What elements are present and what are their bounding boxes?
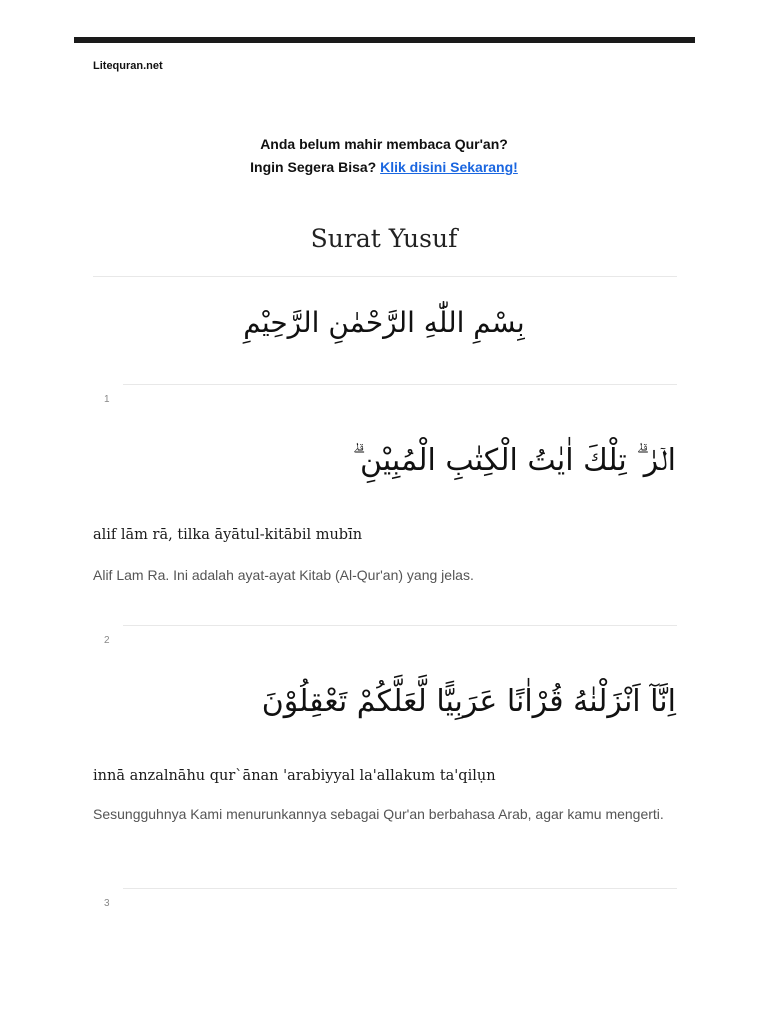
ayah-arabic: اِنَّآ اَنْزَلْنٰهُ قُرْاٰنًا عَرَبِيًّا لَّعَلَّكُمْ تَعْقِلُوْنَ [261, 684, 676, 719]
promo-link[interactable]: Klik disini Sekarang! [380, 159, 518, 175]
ayah-translation: Sesungguhnya Kami menurunkannya sebagai Qur'an berbahasa Arab, agar kamu mengerti. [93, 806, 664, 822]
basmala: بِسْمِ اللّٰهِ الرَّحْمٰنِ الرَّحِيْمِ [243, 306, 525, 339]
ayah-arabic: الۤرٰ ۗ تِلْكَ اٰيٰتُ الْكِتٰبِ الْمُبِيْنِ ۗ [352, 443, 676, 478]
ayah-transliteration: innā anzalnāhu qur`ānan 'arabiyyal la'allakum ta'qilụn [93, 768, 496, 784]
promo-banner [0, 133, 768, 179]
promo-line-2 [0, 156, 768, 179]
page-title: Surat Yusuf [310, 224, 458, 253]
ayah-transliteration: alif lām rā, tilka āyātul-kitābil mubīn [93, 527, 363, 543]
ayah-number: 3 [104, 898, 110, 909]
site-name[interactable]: Litequran.net [93, 60, 163, 72]
ayah-divider [123, 384, 677, 385]
ayah-divider [123, 625, 677, 626]
title-divider [93, 276, 677, 277]
promo-question: Ingin Segera Bisa? [250, 159, 377, 175]
top-bar [74, 37, 695, 43]
promo-line-1: Anda belum mahir membaca Qur'an? [260, 136, 508, 152]
ayah-translation: Alif Lam Ra. Ini adalah ayat-ayat Kitab (Al-Qur'an) yang jelas. [93, 567, 474, 583]
ayah-number: 1 [104, 394, 110, 405]
ayah-number: 2 [104, 635, 110, 646]
ayah-divider [123, 888, 677, 889]
